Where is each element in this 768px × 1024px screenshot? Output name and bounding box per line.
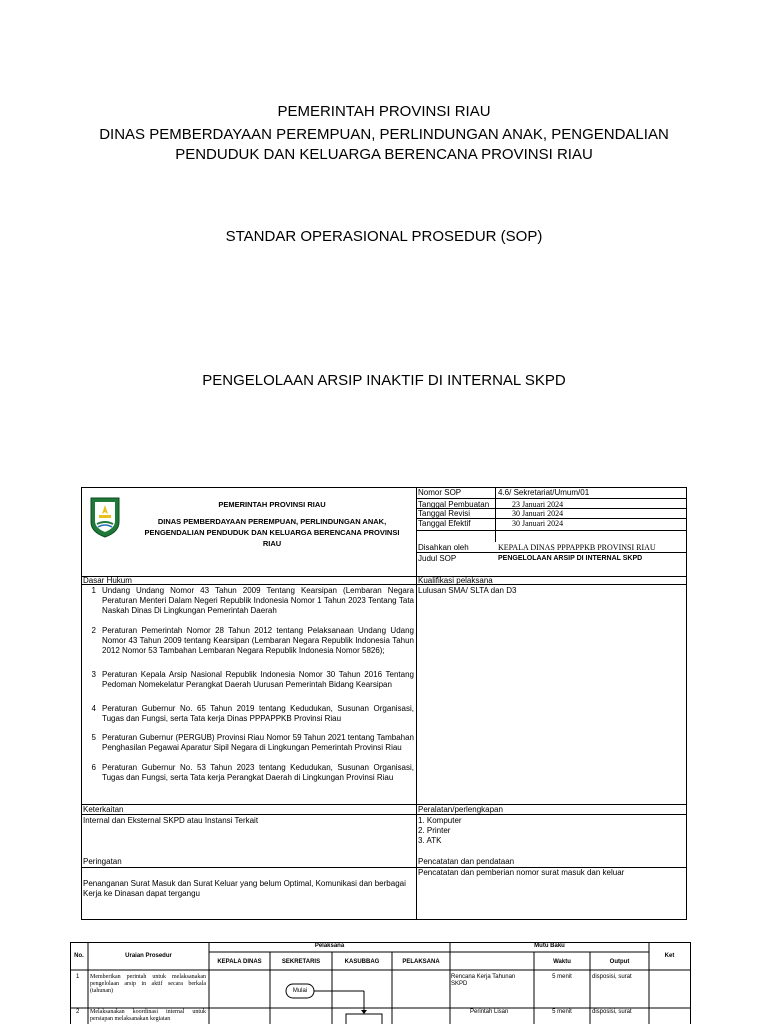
- col-pelaksana-header: Pelaksana: [314, 943, 345, 949]
- col-mutu-header: Mutu Baku: [534, 943, 565, 949]
- peringatan-label: Peringatan: [83, 857, 122, 866]
- tanggal-revisi-label: Tanggal Revisi: [418, 509, 471, 518]
- tanggal-efektif-value: 30 Januari 2024: [512, 519, 564, 528]
- row-number: 1: [76, 974, 80, 980]
- row-output: disposisi, surat: [592, 974, 632, 980]
- row-kelengkapan: Perintah Lisan: [470, 1009, 509, 1015]
- row-output: disposisi, surat: [592, 1009, 632, 1015]
- row-uraian: Melaksanakan koordinasi internal untuk persiapan melaksanakan kegiatan: [90, 1009, 206, 1022]
- peringatan-value: Penanganan Surat Masuk dan Surat Keluar yang belum Optimal, Komunikasi dan berbagai Kerja ke Dinasan dapat tergangu: [83, 879, 406, 898]
- peralatan-item: 3. ATK: [418, 836, 442, 845]
- kualifikasi-label: Kualifikasi pelaksana: [418, 576, 493, 585]
- sheet-org-line2: DINAS PEMBERDAYAAN PEREMPUAN, PERLINDUNGAN ANAK,: [157, 517, 387, 526]
- sop-identity-sheet: PEMERINTAH PROVINSI RIAU DINAS PEMBERDAYAAN PEREMPUAN, PERLINDUNGAN ANAK, PENGENDALIAN PENDUDUK DAN KELUARGA BERENCANA PROVINSI RIAU Nomor SOP 4.6/ Sekretariat/Umum/01 Tanggal Pembuatan 23 Januari 2024 Tanggal Revisi 30 Januari 2024 Tanggal Efektif 30 Januari 2024 Disahkan oleh KEPALA DINAS PPPAPPKB PROVINSI RIAU Judul SOP PENGELOLAAN ARSIP DI INTERNAL SKPD Dasar Hukum Kualifikasi pelaksana Lulusan SMA/ SLTA dan D3 1 Undang Undang Nomor 43 Tahun 2009 Tentang Kearsipan (Lembaran Negara Peraturan Menteri Dalam Negeri Republik Indonesia Nomor 1 Tahun 2023 Tentang Tata Naskah Dinas Di Lingkungan Pemerintah Daerah 2 Peraturan Pemerintah Nomor 28 Tahun 2012 tentang Pelaksanaan Undang Udang Nomor 43 Tahun 2009 tentang Kearsipan (Lembaran Negara Republik Indonesia Tahun 2012 Nomor 53 Tambahan Lembaran Negara Republik Indonesia Nomor 5826); 3 Peraturan Kepala Arsip Nasional Republik Indonesia Nomor 30 Tahun 2016 Tentang Pedoman Nomekelatur Perangkat Daerah Uurusan Pemerintah Bidang Kearsipan 4 Peraturan Gubernur No. 65 Tahun 2019 tentang Kedudukan, Susunan Organisasi, Tugas dan Fungsi, serta Tata kerja Dinas PPPAPPKB Provinsi Riau 5 Peraturan Gubernur (PERGUB) Provinsi Riau Nomor 59 Tahun 2021 tentang Tambahan Penghasilan Pegawai Aparatur Sipil Negara di Lingkungan Pemerintah Provinsi Riau 6 Peraturan Gubernur No. 53 Tahun 2023 tentang Kedudukan, Susunan Organisasi, Tugas dan Fungsi, serta Tata kerja Perangkat Daerah di Lingkungan Provinsi Riau Keterkaitan Internal dan Eksternal SKPD atau Instansi Terkait Peralatan/perlengkapan 1. Komputer 2. Printer 3. ATK Peringatan Penanganan Surat Masuk dan Surat Keluar yang belum Optimal, Komunikasi dan berbagai Kerja ke Dinasan dapat tergangu Pencatatan dan pendataan Pencatatan dan pemberian nomor surat masuk dan keluar: [81, 487, 687, 920]
- row-waktu: 5 menit: [552, 1009, 572, 1015]
- col-uraian-header: Uraian Prosedur: [125, 953, 172, 959]
- col-output-header: Output: [609, 959, 630, 965]
- cover-sop-title: STANDAR OPERASIONAL PROSEDUR (SOP): [225, 228, 543, 245]
- tanggal-revisi-value: 30 Januari 2024: [512, 509, 564, 518]
- dasar-hukum-label: Dasar Hukum: [83, 576, 132, 585]
- row-uraian: Memberikan perintah untuk melaksanakan pengelolaan arsip in aktif secara berkala (tahunan): [90, 974, 206, 994]
- col-sekretaris-header: SEKRETARIS: [281, 959, 321, 965]
- tanggal-efektif-label: Tanggal Efektif: [418, 519, 471, 528]
- cover-agency-line2: PENDUDUK DAN KELUARGA BERENCANA PROVINSI RIAU: [175, 146, 593, 163]
- cover-government: PEMERINTAH PROVINSI RIAU: [277, 103, 491, 120]
- row-waktu: 5 menit: [552, 974, 572, 980]
- row-number: 2: [76, 1009, 80, 1015]
- tanggal-pembuatan-value: 23 Januari 2024: [512, 500, 564, 509]
- kualifikasi-value: Lulusan SMA/ SLTA dan D3: [418, 586, 517, 595]
- col-no-header: No.: [74, 953, 84, 959]
- col-pelaksana2-header: PELAKSANA: [402, 959, 440, 965]
- riau-emblem-icon: [89, 496, 121, 538]
- cover-procedure-name: PENGELOLAAN ARSIP INAKTIF DI INTERNAL SKPD: [202, 372, 566, 389]
- tanggal-pembuatan-label: Tanggal Pembuatan: [418, 500, 490, 509]
- peralatan-item: 2. Printer: [418, 826, 451, 835]
- keterkaitan-value: Internal dan Eksternal SKPD atau Instansi Terkait: [83, 816, 259, 825]
- procedure-table: [70, 942, 694, 1024]
- sheet-org-line4: RIAU: [262, 539, 282, 548]
- col-ket-header: Ket: [664, 953, 675, 959]
- cover-agency-line1: DINAS PEMBERDAYAAN PEREMPUAN, PERLINDUNGAN ANAK, PENGENDALIAN: [99, 126, 669, 143]
- sheet-org-line1: PEMERINTAH PROVINSI RIAU: [218, 500, 326, 509]
- disahkan-value: KEPALA DINAS PPPAPPKB PROVINSI RIAU: [498, 543, 656, 552]
- judul-sop-label: Judul SOP: [418, 554, 457, 563]
- col-kepala-header: KEPALA DINAS: [217, 959, 262, 965]
- peralatan-label: Peralatan/perlengkapan: [418, 805, 503, 814]
- keterkaitan-label: Keterkaitan: [83, 805, 124, 814]
- peralatan-item: 1. Komputer: [418, 816, 462, 825]
- nomor-sop-value: 4.6/ Sekretariat/Umum/01: [498, 488, 590, 497]
- col-waktu-header: Waktu: [553, 959, 571, 965]
- nomor-sop-label: Nomor SOP: [418, 488, 462, 497]
- judul-sop-value: PENGELOLAAN ARSIP DI INTERNAL SKPD: [498, 555, 643, 562]
- pencatatan-value: Pencatatan dan pemberian nomor surat masuk dan keluar: [418, 868, 625, 877]
- sheet-org-line3: PENGENDALIAN PENDUDUK DAN KELUARGA BERENCANA PROVINSI: [144, 528, 400, 537]
- col-kasubbag-header: KASUBBAG: [344, 959, 380, 965]
- disahkan-label: Disahkan oleh: [418, 543, 469, 552]
- pencatatan-label: Pencatatan dan pendataan: [418, 857, 515, 866]
- row-kelengkapan: Rencana Kerja Tahunan SKPD: [451, 974, 516, 987]
- flow-start-label: Mulai: [292, 988, 308, 994]
